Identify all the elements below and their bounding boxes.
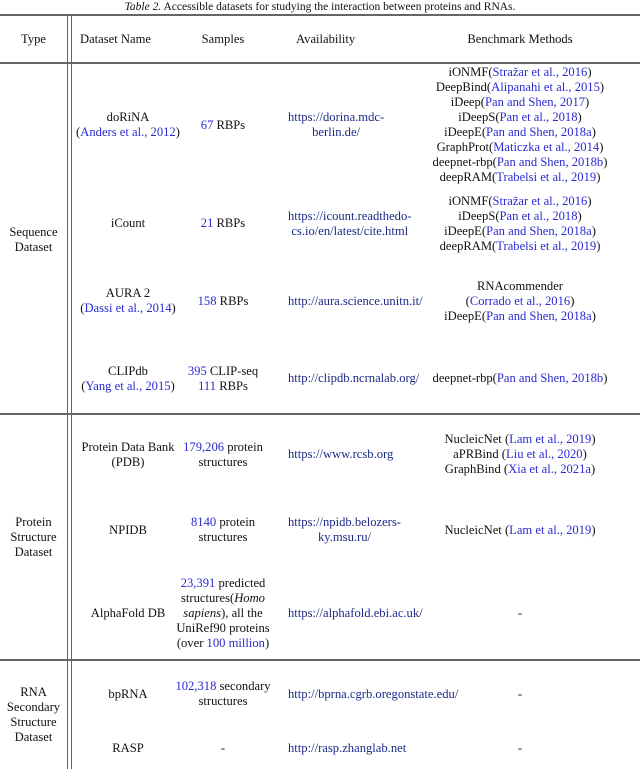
text: ) [591,308,596,323]
dataset-name-cell [72,341,184,416]
text: deepnet-rbp( [432,155,497,169]
type-line: Dataset [14,240,53,254]
text: RNAcommender [476,278,564,293]
url-link[interactable]: http://clipdb.ncrnalab.org/ [288,371,420,385]
text-line [288,125,384,140]
cell-content [288,209,411,239]
text-line [288,741,406,756]
dataset-name-cell [72,661,184,727]
text: deepRAM( [439,238,497,253]
table-row [0,261,640,341]
text: deepnet-rbp( [432,371,497,385]
text-line [188,379,258,394]
text-line [198,294,249,309]
samples-cell [178,261,268,341]
benchmark-methods-cell [400,661,640,727]
text-line [440,239,601,254]
text: iDeepE( [444,125,487,139]
benchmark-methods-cell [400,64,640,186]
text: (PDB) [111,454,145,469]
text-line [108,687,147,702]
benchmark-methods-cell [400,261,640,341]
text-line [288,209,411,224]
text: ) [582,447,587,461]
text-line [288,447,393,462]
text: ) [603,155,608,169]
text-line [433,65,608,80]
header-availability: Availability [296,31,356,46]
text: iDeepE( [444,308,487,323]
cell-content [108,687,147,702]
text-line [81,364,175,379]
table-row [0,64,640,186]
url-link[interactable]: https://npidb.belozers- [288,515,401,529]
table-row [0,415,640,494]
cell-content [76,110,180,140]
table-row [0,186,640,261]
text-line [176,591,269,606]
text: GraphBind ( [444,462,509,476]
url-link[interactable]: https://alphafold.ebi.ac.uk/ [288,605,423,620]
benchmark-methods-cell [400,727,640,769]
text: bpRNA [108,686,148,701]
samples-cell [178,727,268,769]
citation-link[interactable]: 67 [200,117,214,132]
text-line [433,170,608,185]
cell-content [191,515,255,545]
cell-content [198,294,249,309]
text: - [517,686,523,701]
url-link[interactable]: https://dorina.mdc- [288,110,385,124]
text-line [433,110,608,125]
citation-link[interactable]: Liu et al., 2020 [506,447,583,461]
text-line [81,440,174,455]
citation-link[interactable]: Pan and Shen, 2018a [486,223,592,238]
citation-link[interactable]: Pan and Shen, 2018a [486,308,592,323]
type-line: RNA [20,685,47,699]
dataset-name-cell [72,64,184,186]
url-link[interactable]: http://aura.science.unitn.it/ [288,293,423,308]
citation-link[interactable]: 395 [187,363,207,378]
url-link[interactable]: cs.io/en/latest/cite.html [291,223,409,238]
citation-link[interactable]: Trabelsi et al., 2019 [496,238,597,253]
text-line [444,462,595,477]
cell-content [440,194,601,254]
text-line [440,209,601,224]
cell-content [221,741,225,756]
cell-content [433,65,608,185]
cell-content [288,447,393,462]
text: iDeepS( [458,208,500,223]
text: structures [198,530,248,544]
text: - [220,740,226,755]
cell-content [201,118,245,133]
header-benchmark-methods: Benchmark Methods [467,31,573,46]
samples-cell [175,64,268,186]
text: DeepBind( [435,80,492,94]
citation-link[interactable]: Pan and Shen, 2018b [496,371,604,385]
url-link[interactable]: http://rasp.zhanglab.net [288,740,407,755]
text-line [288,110,384,125]
cell-content [109,523,147,538]
text-line [191,530,255,545]
text-line [176,606,269,621]
samples-cell [178,186,268,261]
cell-content [80,286,176,316]
text-line [221,741,225,756]
text: structures [198,694,248,708]
text: ) [591,432,596,446]
citation-link[interactable]: Yang et al., 2015 [85,378,171,393]
dataset-name-cell [72,727,184,769]
text: NucleicNet ( [444,522,510,537]
text: RBPs [213,117,246,132]
text: ) [175,125,180,139]
cell-content [81,364,175,394]
citation-link[interactable]: Anders et al., 2012 [80,125,176,139]
samples-cell [178,341,268,416]
text: ) [591,125,596,139]
text-line [201,118,245,133]
cell-content [444,279,596,324]
citation-link[interactable]: 102,318 [175,679,217,693]
text: ) [570,293,575,308]
url-link[interactable]: http://bprna.cgrb.oregonstate.edu/ [288,686,459,701]
text: iDeepE( [444,223,487,238]
dataset-name-cell [72,415,184,494]
cell-content [288,110,384,140]
samples-cell [175,661,271,727]
citation-link[interactable]: Pan and Shen, 2018a [486,125,592,139]
text-line [288,530,401,545]
citation-link[interactable]: Maticzka et al., 2014 [493,140,600,154]
text-line [76,110,180,125]
cell-content [188,364,258,394]
text-line [288,224,411,239]
text-line [76,125,180,140]
text-line [518,741,522,756]
text: (over [176,635,207,650]
cell-content [518,741,522,756]
cell-content [288,515,401,545]
cell-content [433,371,608,386]
text: ( [80,301,85,315]
citation-link[interactable]: 179,206 [183,439,225,454]
text-line [433,371,608,386]
benchmark-methods-cell [400,415,640,494]
citation-link[interactable]: Alipanahi et al., 2015 [491,80,600,94]
text: - [517,740,523,755]
text-line [288,515,401,530]
citation-link[interactable]: 100 million [206,635,265,650]
text: ) [596,238,601,253]
cell-content [176,576,269,651]
text: RBPs [216,378,248,393]
citation-link[interactable]: Lam et al., 2019 [509,522,592,537]
citation-link[interactable]: Stražar et al., 2016 [492,65,588,79]
type-line: Structure [10,530,57,544]
citation-link[interactable]: 8140 [190,515,217,529]
text: ) [591,522,596,537]
text-line [440,224,601,239]
table-row [0,727,640,769]
text: NucleicNet ( [444,432,510,446]
text-line [201,216,245,231]
url-link[interactable]: https://icount.readthedo- [288,208,412,223]
text: structures( [181,590,235,605]
cell-content [112,741,144,756]
text-line [175,694,270,709]
table-row [0,661,640,727]
text-line [433,125,608,140]
table-row [0,494,640,566]
text: iONMF( [448,193,493,208]
text: AlphaFold DB [90,605,166,620]
text: RBPs [213,216,246,230]
table-caption [0,0,640,15]
text-line [444,447,595,462]
text: GraphProt( [436,140,494,154]
caption-text: Accessible datasets for studying the interaction between proteins and RNAs. [163,1,516,13]
text-line [80,286,176,301]
cell-content [201,216,245,231]
text-line [91,606,166,621]
text: iONMF( [448,65,493,79]
cell-content [91,606,166,621]
table-header [0,16,640,62]
cell-content [175,679,270,709]
header-dataset-name: Dataset Name [80,31,151,46]
text: RASP [112,740,144,755]
text: predicted [215,575,266,590]
samples-cell [178,494,268,566]
citation-link[interactable]: Pan and Shen, 2018b [496,155,604,169]
cell-content [444,523,595,538]
text: CLIPdb [108,363,148,378]
citation-link[interactable]: 23,391 [180,575,216,590]
text-line [109,523,147,538]
text: ) [587,65,592,79]
text: sapiens [183,605,222,620]
benchmark-methods-cell [400,341,640,416]
type-line: Secondary [6,700,61,714]
url-link[interactable]: ky.msu.ru/ [317,530,372,544]
citation-link[interactable]: Stražar et al., 2016 [492,193,588,208]
dataset-name-cell [72,186,184,261]
type-line: Sequence [9,225,58,239]
citation-link[interactable]: Pan et al., 2018 [499,110,578,124]
text: ) [264,635,270,650]
dataset-name-cell [72,566,184,660]
citation-link[interactable]: 158 [197,293,217,308]
caption-label: Table 2. [124,1,162,13]
text: iDeep( [450,95,485,109]
cell-content [518,687,522,702]
text: secondary [216,679,271,693]
text: ) [596,170,601,184]
text-line [176,621,269,636]
citation-link[interactable]: 111 [198,378,217,393]
dataset-name-cell [72,261,184,341]
benchmark-methods-cell [400,186,640,261]
text: iDeepS( [458,110,500,124]
text-line [444,309,596,324]
text: ) [599,140,604,154]
type-line: Dataset [14,730,53,744]
citation-link[interactable]: Lam et al., 2019 [509,432,592,446]
text: ) [587,193,592,208]
text: - [517,605,523,620]
text-line [433,155,608,170]
text-line [444,279,596,294]
text-line [176,576,269,591]
text: doRiNA [106,110,150,124]
text: iCount [110,216,146,230]
cell-content [288,741,406,756]
dataset-name-cell [72,494,184,566]
type-line: Structure [10,715,57,729]
text-line [112,741,144,756]
benchmark-methods-cell [400,494,640,566]
text: ) [590,462,596,476]
header-type: Type [21,31,46,46]
text-line [444,294,596,309]
text: ) [603,371,608,385]
citation-link[interactable]: Corrado et al., 2016 [469,293,571,308]
citation-link[interactable]: Dassi et al., 2014 [84,301,172,315]
text: ( [76,125,81,139]
cell-content [111,216,145,231]
samples-cell [178,566,268,660]
text-line [183,455,263,470]
cell-content [81,440,174,470]
table-row [0,341,640,416]
text-line [175,679,270,694]
url-link[interactable]: berlin.de/ [312,125,361,139]
citation-link[interactable]: 21 [200,216,214,230]
text: AURA 2 [105,286,151,300]
text: ) [171,301,176,315]
text: NPIDB [109,522,147,537]
text: CLIP-seq [206,363,259,378]
text-line [444,432,595,447]
text: ) [585,95,590,109]
header-samples: Samples [201,31,245,46]
text-line [518,606,522,621]
type-line: Protein [15,515,52,529]
text-line [183,440,263,455]
text: ) [577,110,582,124]
text-line [440,194,601,209]
text: ) [591,223,596,238]
citation-link[interactable]: Xia et al., 2021a [508,462,591,476]
url-link[interactable]: https://www.rcsb.org [288,447,394,461]
text-line [80,301,176,316]
type-line: Dataset [14,545,53,559]
text-line [81,379,175,394]
text-line [433,140,608,155]
text: aPRBind ( [453,447,506,461]
citation-link[interactable]: Trabelsi et al., 2019 [496,170,597,184]
text-line [111,216,145,231]
text-line [518,687,522,702]
text-line [81,455,174,470]
text: Protein Data Bank [81,439,175,454]
text: UniRef90 proteins [176,620,270,635]
text: ) [577,208,582,223]
text: Homo [234,590,265,605]
text-line [188,364,258,379]
text: ) [170,378,175,393]
citation-link[interactable]: Pan and Shen, 2017 [485,95,586,109]
cell-content [183,440,263,470]
text: RBPs [216,293,249,308]
text-line [433,95,608,110]
text: ( [81,378,86,393]
text: protein [216,515,255,529]
cell-content [518,606,522,621]
text: ), all the [221,605,263,620]
text: protein [224,439,263,454]
text: structures [198,454,248,469]
text-line [191,515,255,530]
citation-link[interactable]: Pan et al., 2018 [499,208,578,223]
samples-cell [178,415,268,494]
cell-content [444,432,595,477]
text: ( [465,293,470,308]
table-row [0,566,640,660]
text-line [433,80,608,95]
text-line [176,636,269,651]
text: deepRAM( [439,170,497,184]
benchmark-methods-cell [400,566,640,660]
text: ) [599,80,605,94]
text-line [444,523,595,538]
